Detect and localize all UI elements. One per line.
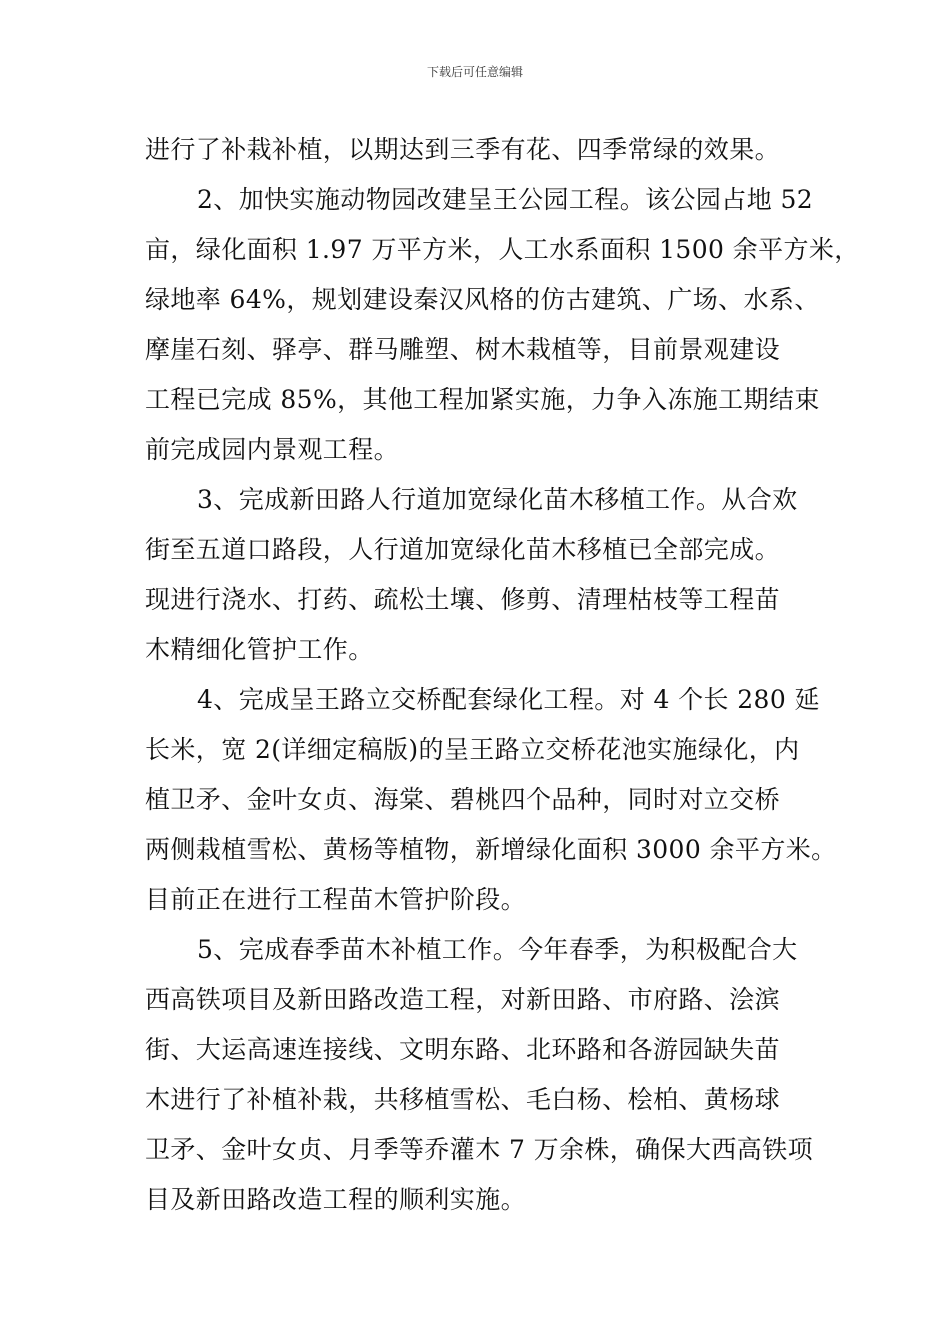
text-line: 街至五道口路段，人行道加宽绿化苗木移植已全部完成。 [145,535,781,564]
text-line: 木精细化管护工作。 [145,635,374,664]
text-line: 现进行浇水、打药、疏松土壤、修剪、清理枯枝等工程苗 [145,585,781,614]
text-line: 亩，绿化面积 1.97 万平方米，人工水系面积 1500 余平方米， [145,235,860,264]
text-line: 木进行了补植补栽，共移植雪松、毛白杨、桧柏、黄杨球 [145,1085,781,1114]
text-line: 前完成园内景观工程。 [145,435,400,464]
text-line: 3、完成新田路人行道加宽绿化苗木移植工作。从合欢 [197,485,798,514]
text-line: 工程已完成 85%，其他工程加紧实施，力争入冻施工期结束 [145,385,820,414]
text-line: 2、加快实施动物园改建呈王公园工程。该公园占地 52 [197,185,814,214]
text-line: 目及新田路改造工程的顺利实施。 [145,1185,527,1214]
document-body [145,125,860,1225]
text-line: 植卫矛、金叶女贞、海棠、碧桃四个品种，同时对立交桥 [145,785,781,814]
text-line: 5、完成春季苗木补植工作。今年春季，为积极配合大 [197,935,798,964]
text-line: 两侧栽植雪松、黄杨等植物，新增绿化面积 3000 余平方米。 [145,835,837,864]
text-line: 西高铁项目及新田路改造工程，对新田路、市府路、浍滨 [145,985,781,1014]
text-line: 目前正在进行工程苗木管护阶段。 [145,885,527,914]
text-line: 进行了补栽补植，以期达到三季有花、四季常绿的效果。 [145,135,781,164]
text-line: 卫矛、金叶女贞、月季等乔灌木 7 万余株，确保大西高铁项 [145,1135,814,1164]
text-line: 街、大运高速连接线、文明东路、北环路和各游园缺失苗 [145,1035,781,1064]
text-line: 摩崖石刻、驿亭、群马雕塑、树木栽植等，目前景观建设 [145,335,781,364]
text-line: 长米，宽 2(详细定稿版)的呈王路立交桥花池实施绿化，内 [145,735,800,764]
page-header: 下载后可任意编辑 [426,65,523,79]
text-line: 4、完成呈王路立交桥配套绿化工程。对 4 个长 280 延 [197,685,820,714]
text-line: 绿地率 64%，规划建设秦汉风格的仿古建筑、广场、水系、 [145,285,820,314]
